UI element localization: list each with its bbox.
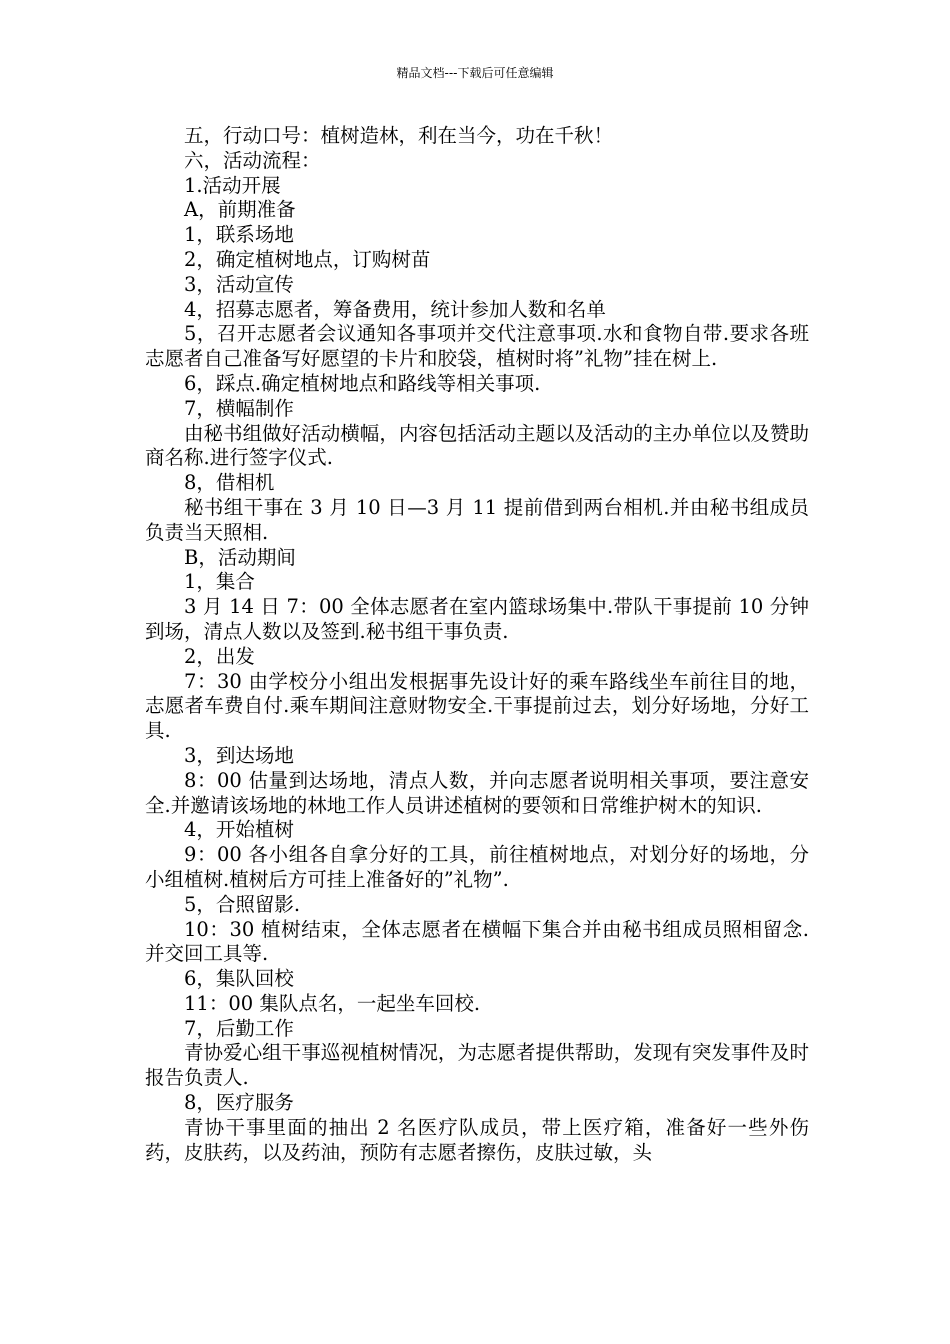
paragraph: 青协干事里面的抽出 2 名医疗队成员，带上医疗箱，准备好一些外伤药，皮肤药，以及药油，预防有志愿者擦伤，皮肤过敏，头 — [145, 1115, 809, 1164]
paragraph: A，前期准备 — [184, 198, 296, 222]
paragraph: 五，行动口号：植树造林，利在当今，功在千秋！ — [184, 124, 614, 147]
paragraph: 秘书组干事在 3 月 10 日—3 月 11 提前借到两台相机.并由秘书组成员负责当天照相. — [145, 495, 809, 544]
paragraph: 3，活动宣传 — [184, 272, 294, 296]
paragraph: 7，横幅制作 — [184, 396, 294, 420]
paragraph: 六，活动流程： — [184, 148, 321, 172]
paragraph: 1，集合 — [184, 570, 255, 594]
paragraph: 8，医疗服务 — [184, 1091, 294, 1115]
paragraph: 2，确定植树地点，订购树苗 — [184, 247, 431, 271]
paragraph: 10：30 植树结束，全体志愿者在横幅下集合并由秘书组成员照相留念.并交回工具等. — [145, 917, 809, 966]
paragraph: 2，出发 — [184, 644, 255, 668]
paragraph: 5，合照留影. — [184, 892, 301, 916]
paragraph: 7：30 由学校分小组出发根据事先设计好的乘车路线坐车前往目的地，志愿者车费自付.乘车期间注意财物安全.干事提前过去，划分好场地，分好工具. — [145, 669, 809, 743]
paragraph: 1.活动开展 — [184, 173, 281, 197]
paragraph: 11：00 集队点名，一起坐车回校. — [184, 991, 481, 1015]
paragraph: 3，到达场地 — [184, 743, 294, 767]
paragraph: 6，踩点.确定植树地点和路线等相关事项. — [184, 371, 541, 395]
paragraph: 8，借相机 — [184, 471, 275, 495]
paragraph: 9：00 各小组各自拿分好的工具，前往植树地点，对划分好的场地，分小组植树.植树后方可挂上准备好的”礼物”. — [145, 843, 809, 891]
document-body — [145, 124, 809, 1165]
paragraph: 5，召开志愿者会议通知各事项并交代注意事项.水和食物自带.要求各班志愿者自己准备写好愿望的卡片和胶袋，植树时将”礼物”挂在树上. — [145, 322, 809, 371]
paragraph: 6，集队回校 — [184, 967, 294, 991]
paragraph: B，活动期间 — [184, 545, 296, 569]
paragraph: 1，联系场地 — [184, 223, 294, 247]
paragraph: 4，开始植树 — [184, 818, 294, 842]
paragraph: 由秘书组做好活动横幅，内容包括活动主题以及活动的主办单位以及赞助商名称.进行签字仪式. — [145, 421, 809, 470]
page-header: 精品文档---下载后可任意编辑 — [396, 66, 554, 80]
paragraph: 8：00 估量到达场地，清点人数，并向志愿者说明相关事项，要注意安全.并邀请该场地的林地工作人员讲述植树的要领和日常维护树木的知识. — [145, 768, 809, 817]
paragraph: 3 月 14 日 7：00 全体志愿者在室内篮球场集中.带队干事提前 10 分钟到场，清点人数以及签到.秘书组干事负责. — [145, 595, 809, 643]
paragraph: 7，后勤工作 — [184, 1016, 294, 1040]
paragraph: 4，招募志愿者，筹备费用，统计参加人数和名单 — [184, 297, 606, 321]
paragraph: 青协爱心组干事巡视植树情况，为志愿者提供帮助，发现有突发事件及时报告负责人. — [145, 1041, 809, 1090]
